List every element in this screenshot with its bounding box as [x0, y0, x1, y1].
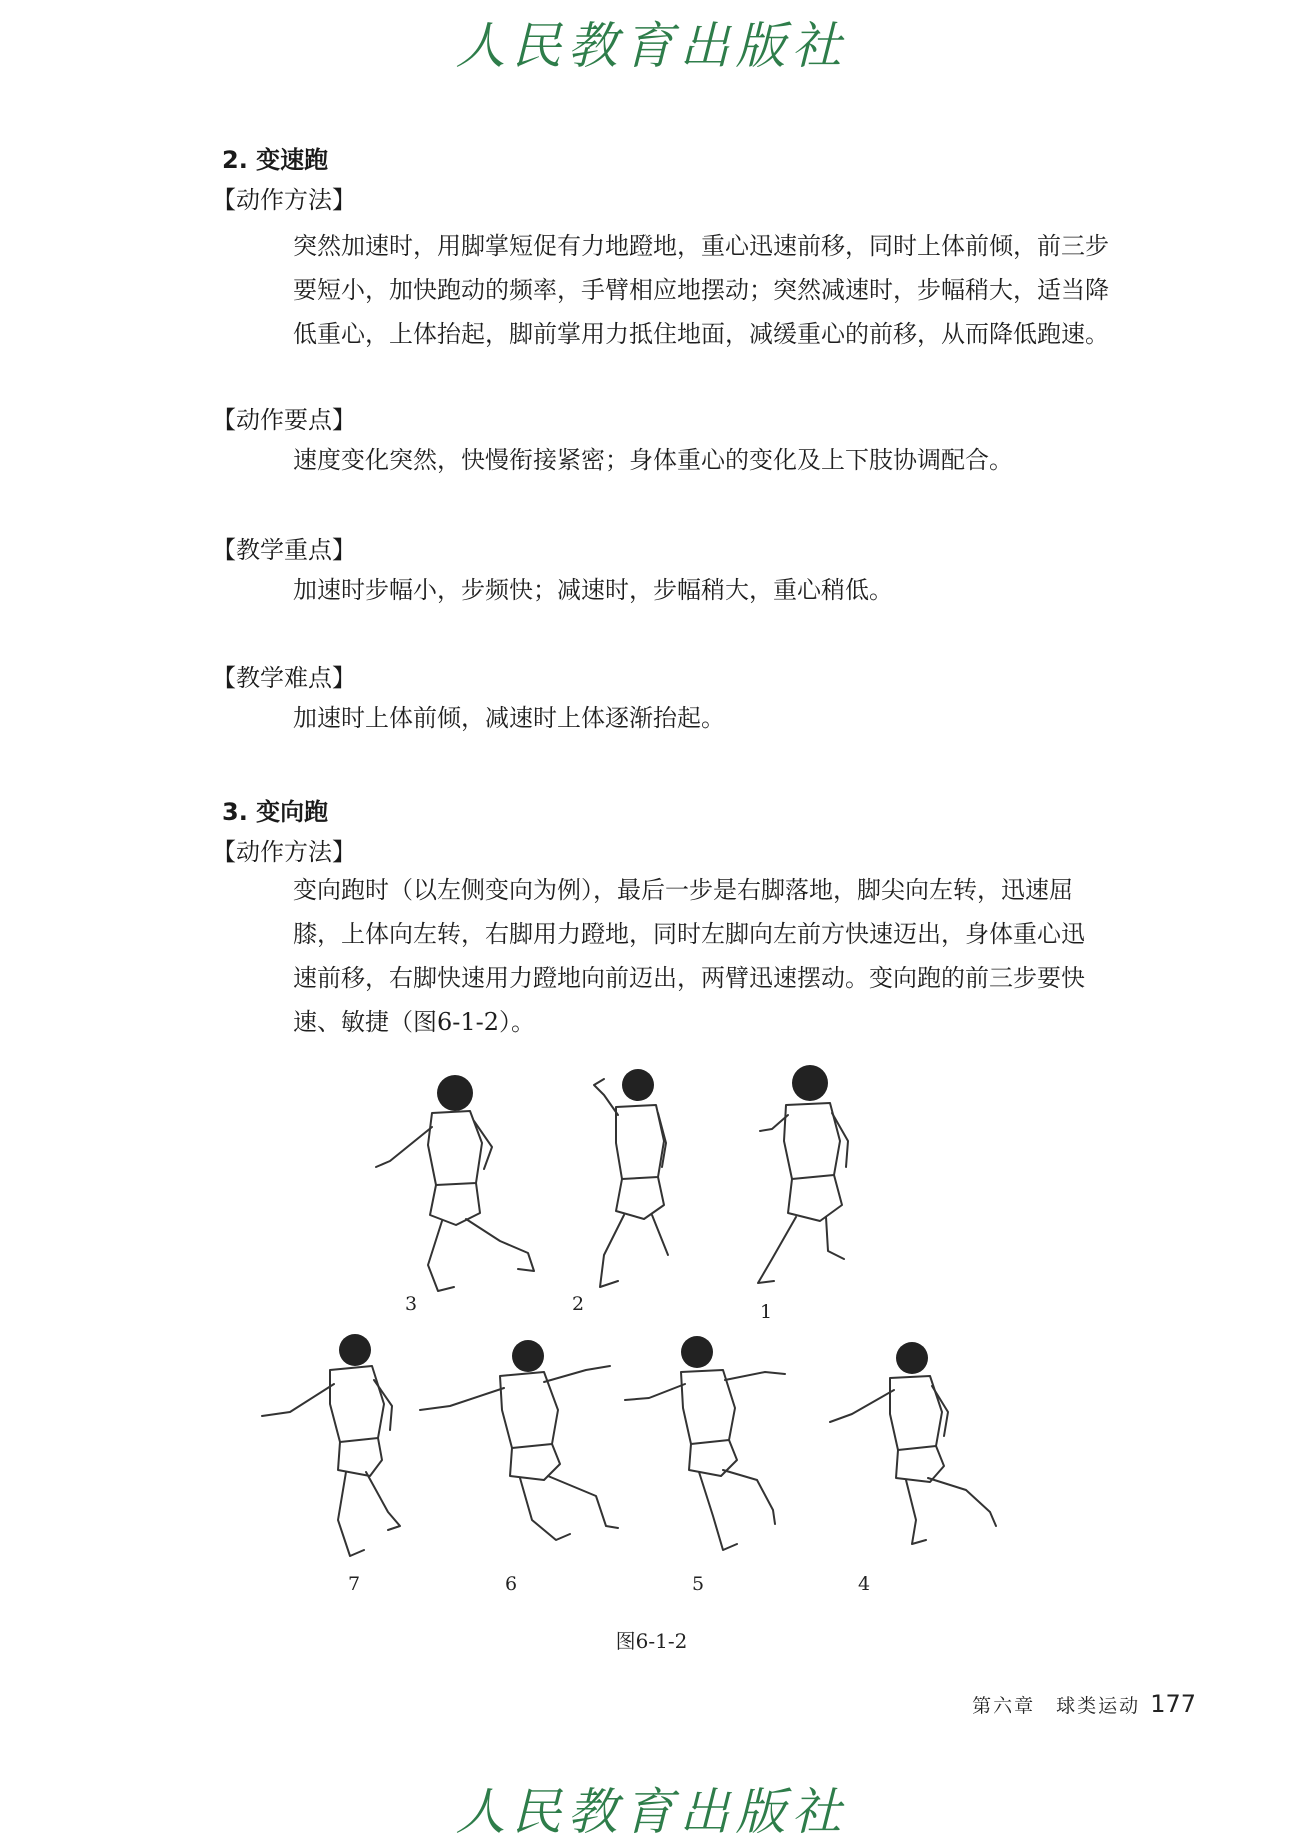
text-line: 加速时步幅小，步频快；减速时，步幅稍大，重心稍低。: [293, 576, 893, 604]
runner-figure-6: [420, 1340, 618, 1540]
text-line: 突然加速时，用脚掌短促有力地蹬地，重心迅速前移，同时上体前倾，前三步: [293, 232, 1109, 260]
figure-caption: 图6-1-2: [615, 1629, 688, 1653]
runner-figure-5: [625, 1336, 785, 1550]
text-line: 速前移，右脚快速用力蹬地向前迈出，两臂迅速摆动。变向跑的前三步要快: [293, 964, 1085, 992]
text-line: 膝，上体向左转，右脚用力蹬地，同时左脚向左前方快速迈出，身体重心迅: [293, 920, 1085, 948]
text-line: 要短小，加快跑动的频率，手臂相应地摆动；突然减速时，步幅稍大，适当降: [293, 276, 1109, 304]
runner-figure-7: [262, 1334, 400, 1556]
runner-figure-1: [758, 1065, 848, 1283]
runner-figure-4: [830, 1342, 996, 1544]
section-2-method-text: [293, 224, 1198, 356]
figure-drawing: [260, 1045, 1120, 1585]
running-figure-illustration: [260, 1045, 1120, 1595]
section-3-method-text: [293, 868, 1198, 1044]
section-2-focus-text: [293, 568, 1198, 612]
section-2-method-tag: 【动作方法】: [212, 186, 356, 214]
section-2-key-text: [293, 438, 1198, 482]
section-2-key-tag: 【动作要点】: [212, 406, 356, 434]
publisher-watermark-top: 人民教育出版社: [455, 17, 848, 75]
text-line: 加速时上体前倾，减速时上体逐渐抬起。: [293, 704, 725, 732]
section-2-difficulty-text: [293, 696, 1198, 740]
section-2-title: 2. 变速跑: [222, 146, 329, 174]
text-line: 速、敏捷（图6-1-2）。: [293, 1008, 536, 1036]
figure-label-3: 3: [405, 1293, 418, 1315]
text-line: 变向跑时（以左侧变向为例），最后一步是右脚落地，脚尖向左转，迅速屈: [293, 876, 1073, 904]
section-2-focus-tag: 【教学重点】: [212, 536, 356, 564]
section-3-method-tag: 【动作方法】: [212, 838, 356, 866]
figure-label-5: 5: [692, 1573, 705, 1595]
figure-label-7: 7: [348, 1573, 361, 1595]
runner-figure-3: [376, 1075, 534, 1291]
runner-figure-2: [594, 1069, 668, 1287]
figure-label-1: 1: [760, 1301, 773, 1323]
figure-label-4: 4: [858, 1573, 871, 1595]
text-line: 速度变化突然，快慢衔接紧密；身体重心的变化及上下肢协调配合。: [293, 446, 1013, 474]
section-2-difficulty-tag: 【教学难点】: [212, 664, 356, 692]
figure-label-2: 2: [572, 1293, 585, 1315]
text-line: 低重心，上体抬起，脚前掌用力抵住地面，减缓重心的前移，从而降低跑速。: [293, 320, 1109, 348]
page-footer: [972, 1690, 1196, 1718]
publisher-watermark-bottom: 人民教育出版社: [455, 1783, 848, 1841]
section-3-title: 3. 变向跑: [222, 798, 329, 826]
figure-label-6: 6: [505, 1573, 518, 1595]
chapter-title: 第六章 球类运动: [972, 1695, 1141, 1717]
page-number: 177: [1150, 1690, 1196, 1718]
